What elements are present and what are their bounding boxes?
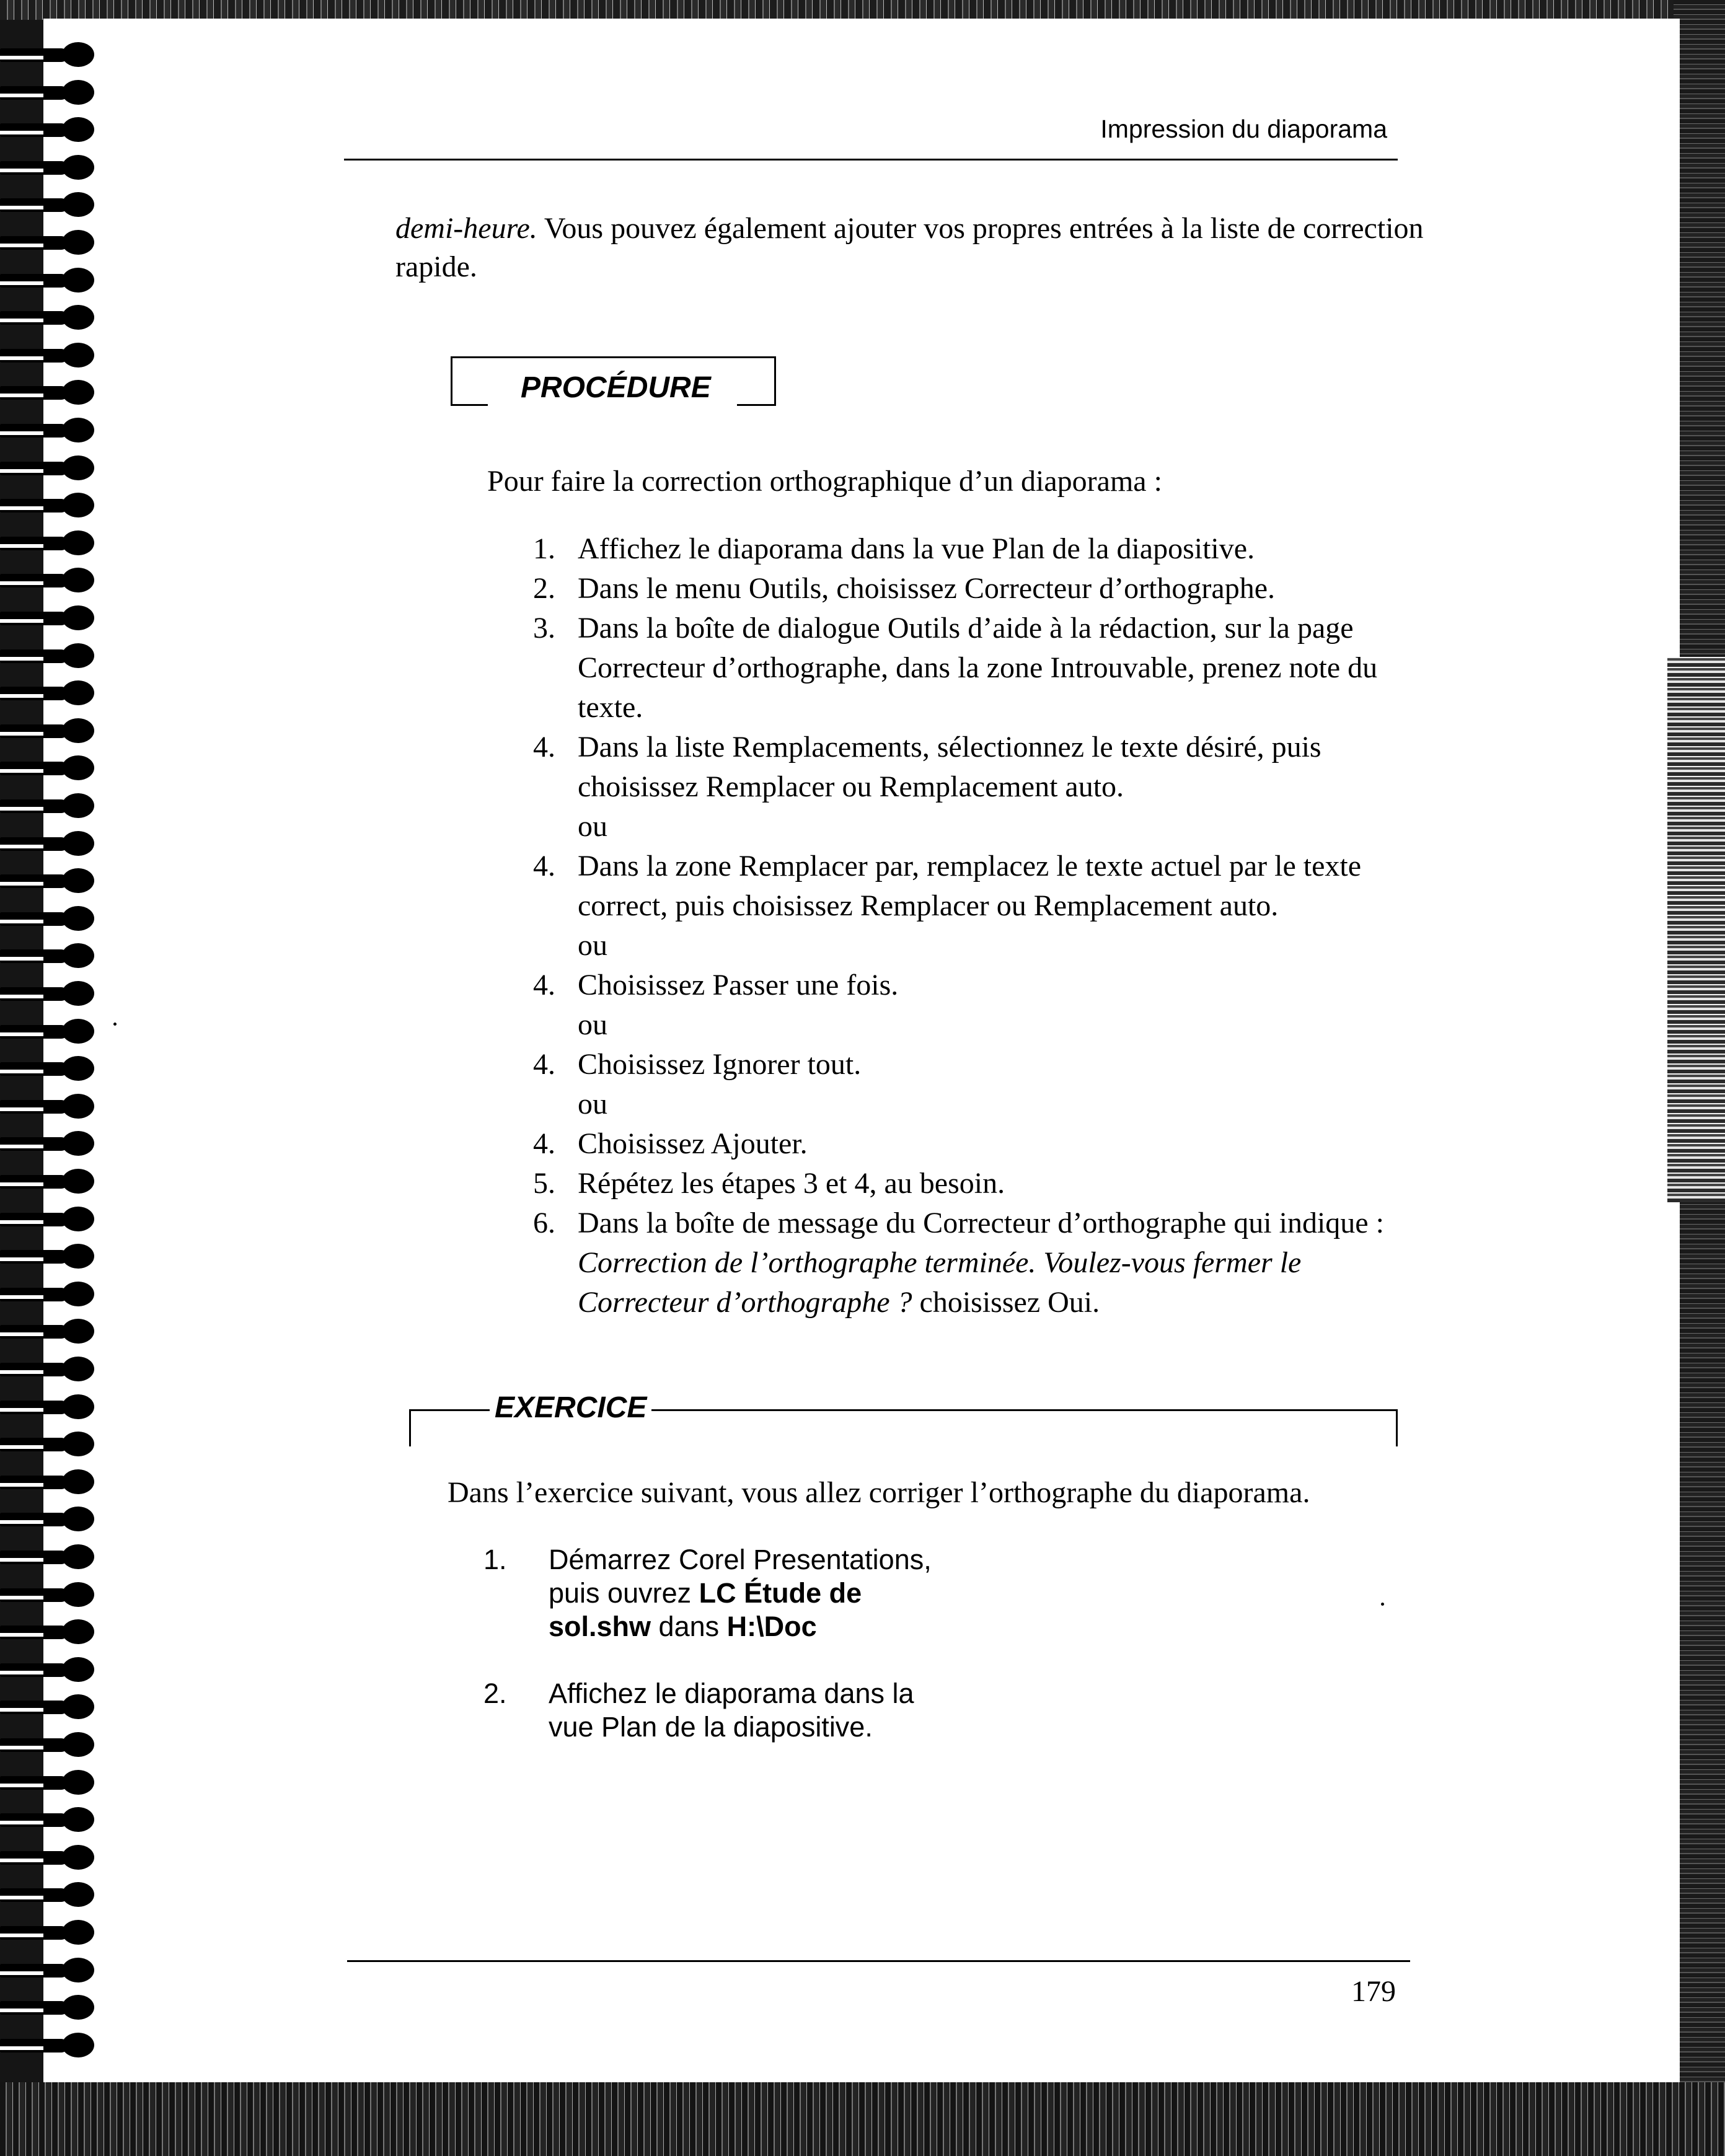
step-text: Dans la liste Remplacements, sélectionnez le texte désiré, puis choisissez Remplacer ou Remplacement auto. [578,731,1321,803]
step-text: Dans la boîte de message du Correcteur d’orthographe qui indique : [578,1207,1384,1239]
binding-coil [0,1689,99,1727]
header-rule [344,159,1398,161]
step-or: ou [578,929,607,962]
spiral-binding [0,37,105,2070]
intro-italic: demi-heure. [395,212,537,245]
binding-coil [0,263,99,300]
step-italic-text: Correction de l’orthographe terminée. Voulez-vous fermer le Correcteur d’orthographe ? [578,1246,1302,1319]
running-head: Impression du diaporama [1100,115,1387,143]
exercise-step-number: 2. [483,1678,507,1709]
exercise-step-1-line1: Démarrez Corel Presentations, [549,1544,932,1575]
step-number: 4. [533,1048,555,1081]
step-number: 5. [533,1167,555,1200]
binding-coil [0,675,99,713]
step-number: 4. [533,850,555,882]
binding-coil [0,976,99,1013]
binding-coil [0,1652,99,1689]
step-number: 1. [533,532,555,565]
procedure-steps [533,529,1413,1322]
binding-coil [0,1314,99,1351]
binding-coil [0,1277,99,1314]
footer-rule [347,1960,1410,1962]
procedure-step [533,569,1413,609]
binding-coil [0,1089,99,1126]
binding-coil [0,526,99,563]
binding-coil [0,1502,99,1539]
binding-coil [0,1126,99,1163]
binding-coil [0,413,99,450]
binding-coil [0,1990,99,2027]
exercise-step-1 [483,1543,1041,1643]
step-number: 6. [533,1207,555,1239]
binding-coil [0,938,99,975]
procedure-step [533,1164,1413,1203]
binding-coil [0,1877,99,1914]
binding-coil [0,1727,99,1764]
exercise-step-2 [483,1677,1041,1744]
exercise-lead: Dans l’exercice suivant, vous allez corriger l’orthographe du diaporama. [448,1476,1310,1509]
procedure-lead: Pour faire la correction orthographique d’un diaporama : [487,465,1162,498]
procedure-step [533,1045,1413,1124]
binding-coil [0,300,99,337]
binding-coil [0,901,99,938]
step-or: ou [578,1008,607,1041]
binding-coil [0,863,99,900]
binding-coil [0,112,99,149]
binding-coil [0,37,99,74]
exercise-step-1-line2: puis ouvrez LC Étude de [549,1577,862,1609]
step-number: 4. [533,969,555,1001]
binding-coil [0,1051,99,1088]
binding-coil [0,1577,99,1614]
binding-coil [0,1840,99,1877]
step-text: Dans la boîte de dialogue Outils d’aide à la rédaction, sur la page Correcteur d’orthographe, dans la zone Introuvable, prenez note du texte. [578,612,1378,724]
binding-coil [0,1164,99,1201]
procedure-step [533,847,1413,966]
step-number: 4. [533,1127,555,1160]
step-number: 3. [533,612,555,645]
binding-coil [0,1389,99,1427]
step-number: 2. [533,572,555,605]
binding-coil [0,638,99,675]
binding-coil [0,1352,99,1389]
binding-coil [0,1464,99,1502]
binding-coil [0,338,99,375]
binding-coil [0,1239,99,1276]
exercise-step-2-line1: Affichez le diaporama dans la [549,1678,914,1709]
step-text: Dans la zone Remplacer par, remplacez le texte actuel par le texte correct, puis choisissez Remplacer ou Remplacement auto. [578,850,1362,922]
binding-coil [0,788,99,825]
binding-coil [0,826,99,863]
binding-coil [0,451,99,488]
binding-coil [0,1539,99,1577]
binding-coil [0,488,99,525]
step-text: Choisissez Passer une fois. [578,969,899,1001]
step-or: ou [578,810,607,843]
step-text: Répétez les étapes 3 et 4, au besoin. [578,1167,1005,1200]
scan-speck [1381,1603,1384,1606]
step-text: Choisissez Ajouter. [578,1127,808,1160]
exercise-step-1-line3: sol.shw dans H:\Doc [549,1611,817,1642]
step-or: ou [578,1088,607,1120]
binding-coil [0,563,99,600]
scan-speck [113,1023,117,1026]
binding-coil [0,1915,99,1952]
step-text: Affichez le diaporama dans la vue Plan de la diapositive. [578,532,1255,565]
page-number: 179 [1351,1975,1396,2008]
binding-coil [0,150,99,187]
binding-coil [0,713,99,750]
step-text-end: choisissez Oui. [912,1286,1100,1319]
step-number: 4. [533,731,555,763]
exercise-steps [483,1543,1041,1777]
scan-border-top [0,0,1725,20]
procedure-title: PROCÉDURE [521,371,711,404]
binding-coil [0,75,99,112]
step-text: Choisissez Ignorer tout. [578,1048,862,1081]
procedure-step [533,966,1413,1045]
page-edge-shadow [1667,657,1725,1202]
procedure-step [533,728,1413,847]
binding-coil [0,375,99,412]
procedure-step [533,1124,1413,1164]
binding-coil [0,1014,99,1051]
procedure-step [533,529,1413,569]
binding-coil [0,1765,99,1802]
binding-coil [0,1953,99,1990]
binding-coil [0,1614,99,1652]
intro-text: Vous pouvez également ajouter vos propres entrées à la liste de correction rapide. [395,212,1424,283]
binding-coil [0,1802,99,1839]
exercise-step-2-line2: vue Plan de la diapositive. [549,1711,873,1743]
exercise-title: EXERCICE [490,1391,651,1425]
step-text: Dans le menu Outils, choisissez Correcteur d’orthographe. [578,572,1276,605]
binding-coil [0,2028,99,2065]
binding-coil [0,187,99,224]
procedure-step [533,1203,1413,1322]
intro-paragraph [395,209,1424,286]
binding-coil [0,225,99,262]
binding-coil [0,1202,99,1239]
procedure-step [533,609,1413,728]
exercise-step-number: 1. [483,1544,507,1575]
binding-coil [0,601,99,638]
binding-coil [0,1427,99,1464]
scan-border-bottom [0,2082,1725,2156]
binding-coil [0,750,99,788]
